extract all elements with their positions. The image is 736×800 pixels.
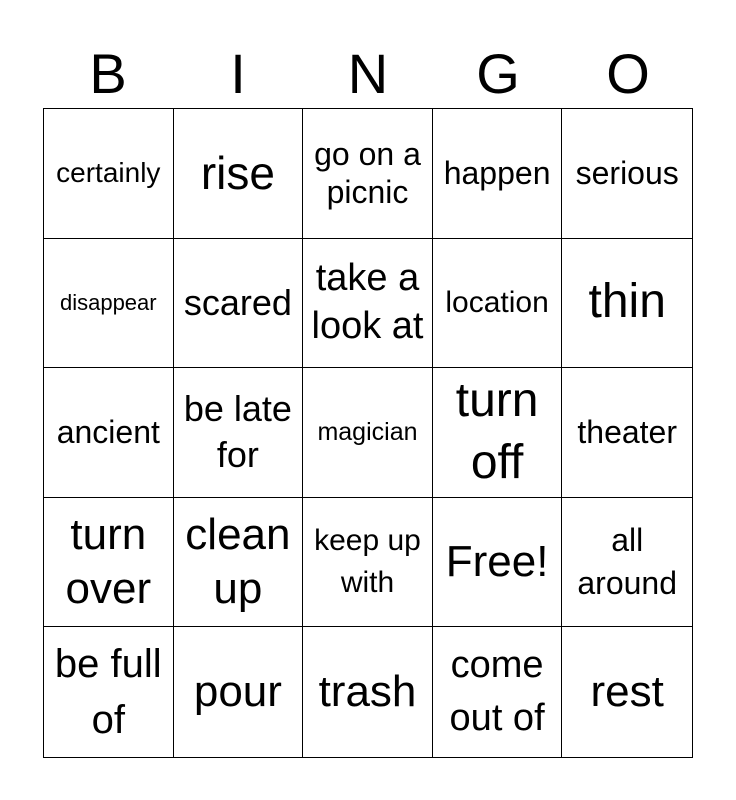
cell-text: keep up with bbox=[314, 524, 421, 600]
cell-text: come out of bbox=[449, 644, 545, 740]
bingo-cell[interactable] bbox=[562, 627, 692, 757]
cell-text: take a look at bbox=[311, 257, 424, 347]
bingo-cell[interactable] bbox=[303, 368, 433, 498]
bingo-cell[interactable] bbox=[174, 109, 304, 239]
header-letter-n: N bbox=[347, 42, 389, 105]
bingo-cell[interactable] bbox=[174, 498, 304, 628]
bingo-cell[interactable] bbox=[303, 239, 433, 369]
header-letter-g: G bbox=[476, 42, 520, 105]
cell-text: pour bbox=[193, 667, 282, 717]
header-letter-b: B bbox=[89, 42, 127, 105]
cell-text: be late for bbox=[183, 388, 292, 476]
bingo-cell[interactable] bbox=[562, 239, 692, 369]
cell-text: certainly bbox=[56, 156, 161, 188]
cell-text: turn off bbox=[455, 374, 539, 490]
cell-text: serious bbox=[575, 155, 679, 192]
header-letter-o: O bbox=[606, 42, 650, 105]
bingo-cell[interactable] bbox=[44, 239, 174, 369]
bingo-cell[interactable] bbox=[44, 109, 174, 239]
cell-text: be full of bbox=[54, 642, 162, 743]
bingo-board bbox=[43, 108, 693, 758]
cell-text: trash bbox=[318, 667, 417, 717]
bingo-cell[interactable] bbox=[303, 627, 433, 757]
cell-text: ancient bbox=[56, 414, 160, 451]
bingo-cell[interactable] bbox=[303, 498, 433, 628]
cell-text: thin bbox=[588, 275, 666, 329]
bingo-cell[interactable] bbox=[174, 627, 304, 757]
cell-text: all around bbox=[577, 521, 678, 602]
cell-text: rise bbox=[200, 147, 275, 199]
bingo-cell[interactable] bbox=[562, 498, 692, 628]
bingo-cell[interactable] bbox=[562, 109, 692, 239]
bingo-cell[interactable] bbox=[433, 627, 563, 757]
cell-text: clean up bbox=[185, 510, 291, 614]
bingo-cell[interactable] bbox=[44, 368, 174, 498]
cell-text: Free! bbox=[445, 537, 549, 587]
bingo-header bbox=[43, 40, 693, 108]
bingo-cell[interactable] bbox=[433, 498, 563, 628]
cell-text: theater bbox=[577, 414, 677, 451]
bingo-cell[interactable] bbox=[174, 239, 304, 369]
bingo-cell[interactable] bbox=[174, 368, 304, 498]
bingo-cell[interactable] bbox=[44, 627, 174, 757]
cell-text: magician bbox=[317, 417, 418, 446]
cell-text: disappear bbox=[59, 289, 157, 315]
bingo-cell[interactable] bbox=[433, 109, 563, 239]
bingo-cell[interactable] bbox=[44, 498, 174, 628]
cell-text: turn over bbox=[65, 510, 152, 614]
bingo-cell[interactable] bbox=[433, 368, 563, 498]
bingo-cell[interactable] bbox=[303, 109, 433, 239]
cell-text: location bbox=[445, 286, 549, 320]
cell-text: scared bbox=[183, 282, 292, 324]
cell-text: go on a picnic bbox=[314, 135, 421, 211]
cell-text: happen bbox=[443, 155, 551, 192]
bingo-cell[interactable] bbox=[433, 239, 563, 369]
bingo-cell[interactable] bbox=[562, 368, 692, 498]
header-letter-i: I bbox=[230, 42, 246, 105]
cell-text: rest bbox=[590, 667, 664, 717]
